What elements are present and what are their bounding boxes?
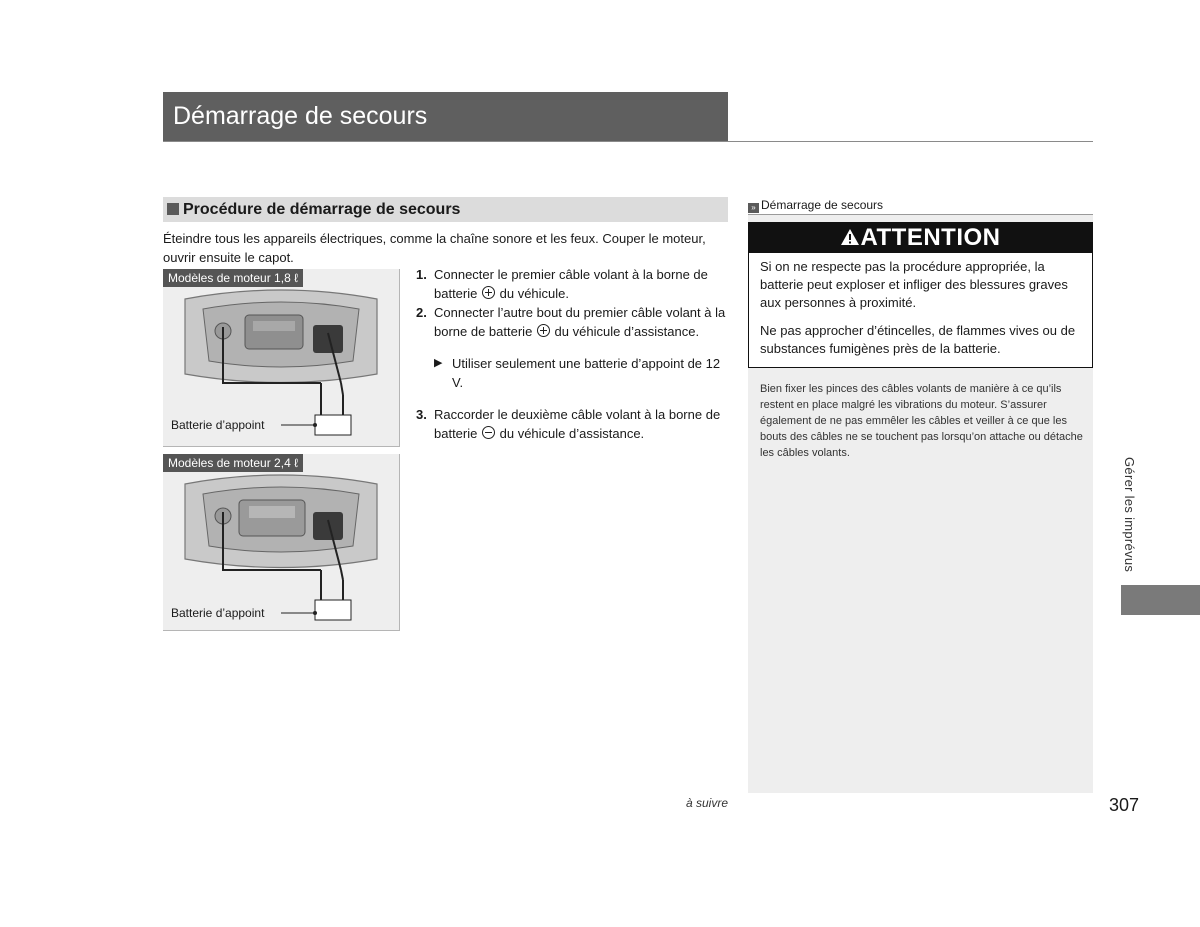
- note-text: Utiliser seulement une batterie d’appoint de 12 V.: [452, 356, 721, 390]
- step-text: Connecter l’autre bout du premier câble volant à la borne de batterie: [434, 305, 726, 339]
- figure-1-tag: Modèles de moteur 1,8 ℓ: [163, 269, 303, 287]
- warning-triangle-icon: [840, 228, 860, 246]
- step-text-end: du véhicule d’assistance.: [499, 426, 645, 441]
- engine-illustration-2-icon: [163, 454, 399, 630]
- step-text: Raccorder le deuxième câble volant à la borne de batterie: [434, 407, 721, 441]
- figure-2-tag: Modèles de moteur 2,4 ℓ: [163, 454, 303, 472]
- intro-paragraph: Éteindre tous les appareils électriques, comme la chaîne sonore et les feux. Couper le moteur, ouvrir ensuite le capot.: [163, 231, 706, 265]
- caution-box: [748, 222, 1093, 368]
- figure-1-label: Batterie d’appoint: [171, 418, 265, 432]
- title-divider: [163, 141, 1093, 142]
- engine-figure-1: [163, 269, 400, 447]
- sidebar-reference-title: Démarrage de secours: [761, 198, 884, 212]
- sidebar-note: Bien fixer les pinces des câbles volants de manière à ce qu’ils restent en place malgré les vibrations du moteur. S’assurer également de ne pas emmêler les câbles et veiller à ce que les bouts des câbles ne se touchent pas lorsqu’on attache ou détache les câbles volants.: [760, 383, 1083, 459]
- step-2-note: [416, 354, 728, 392]
- minus-terminal-icon: [482, 426, 495, 439]
- caution-banner: [749, 223, 1092, 253]
- step-text: Connecter le premier câble volant à la borne de batterie: [434, 267, 708, 301]
- step-number: 3.: [416, 407, 427, 422]
- reference-arrow-icon: »: [748, 203, 759, 213]
- continued-label: à suivre: [686, 796, 729, 810]
- figure-2-label: Batterie d’appoint: [171, 606, 265, 620]
- sidebar-reference: [748, 197, 1093, 215]
- steps-list: [416, 265, 728, 443]
- section-heading: [163, 197, 728, 222]
- chapter-tab-label: Gérer les imprévus: [1122, 457, 1137, 573]
- step-3: [416, 405, 728, 443]
- step-text-end: du véhicule d’assistance.: [554, 324, 700, 339]
- caution-body: [749, 253, 1092, 358]
- page-title: Démarrage de secours: [163, 92, 728, 141]
- caution-paragraph-2: Ne pas approcher d’étincelles, de flammes vives ou de substances fumigènes près de la batterie.: [760, 323, 1076, 356]
- step-number: 1.: [416, 267, 427, 282]
- page-number: 307: [1109, 795, 1140, 815]
- caution-paragraph-1: Si on ne respecte pas la procédure appropriée, la batterie peut exploser et infliger des blessures graves aux personnes à proximité.: [760, 259, 1068, 310]
- plus-terminal-icon: [537, 324, 550, 337]
- caution-title: ATTENTION: [860, 224, 1001, 251]
- step-2: [416, 303, 728, 341]
- step-number: 2.: [416, 305, 427, 320]
- section-square-icon: [167, 203, 179, 215]
- step-text-end: du véhicule.: [499, 286, 570, 301]
- step-1: [416, 265, 728, 303]
- plus-terminal-icon: [482, 286, 495, 299]
- engine-figure-2: [163, 454, 400, 631]
- section-heading-text: Procédure de démarrage de secours: [183, 201, 461, 218]
- chapter-tab[interactable]: [1121, 585, 1200, 615]
- triangle-bullet-icon: ▶: [434, 357, 443, 369]
